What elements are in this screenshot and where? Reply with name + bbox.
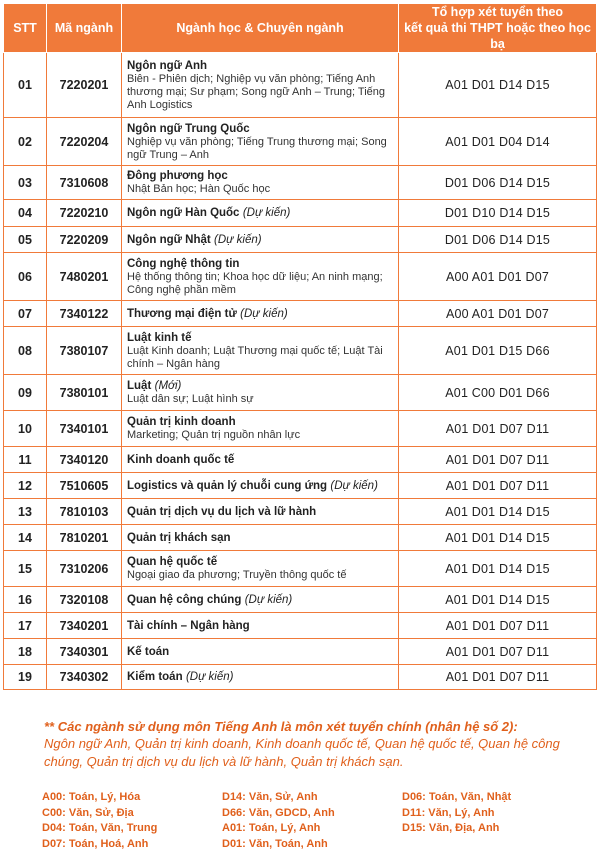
admission-table xyxy=(3,3,597,690)
major-specializations: Nhật Bản học; Hàn Quốc học xyxy=(127,183,271,195)
major-specializations: Hệ thống thông tin; Khoa học dữ liệu; An ninh mạng; Công nghệ phần mềm xyxy=(127,270,383,296)
major-name: Ngôn ngữ Nhật xyxy=(127,233,211,246)
major-name: Ngôn ngữ Anh xyxy=(127,59,208,72)
header-combination-line1: Tổ hợp xét tuyển theo xyxy=(431,5,564,19)
row-code: 7340122 xyxy=(47,301,122,327)
table-row xyxy=(4,301,597,327)
row-combination: A00 A01 D01 D07 xyxy=(399,253,597,301)
major-note: (Dự kiến) xyxy=(242,207,291,219)
row-major xyxy=(122,200,399,227)
row-stt: 08 xyxy=(4,327,47,375)
row-stt: 14 xyxy=(4,525,47,551)
table-row xyxy=(4,166,597,200)
legend-column-2 xyxy=(222,790,335,852)
table-row xyxy=(4,525,597,551)
major-name: Quản trị dịch vụ du lịch và lữ hành xyxy=(127,505,317,518)
major-name: Tài chính – Ngân hàng xyxy=(127,619,250,632)
major-name: Quản trị kinh doanh xyxy=(127,416,236,428)
row-combination: A00 A01 D01 D07 xyxy=(399,301,597,327)
header-name: Ngành học & Chuyên ngành xyxy=(122,4,399,53)
row-code: 7340301 xyxy=(47,639,122,665)
row-major xyxy=(122,587,399,613)
row-major xyxy=(122,118,399,166)
legend-item: A01: Toán, Lý, Anh xyxy=(222,822,321,835)
row-combination: A01 D01 D04 D14 xyxy=(399,118,597,166)
table-row xyxy=(4,499,597,525)
legend-item: D07: Toán, Hoá, Anh xyxy=(42,837,149,850)
row-code: 7220210 xyxy=(47,200,122,227)
table-row xyxy=(4,118,597,166)
table-row xyxy=(4,613,597,639)
major-name: Thương mại điện tử xyxy=(127,307,237,320)
row-stt: 18 xyxy=(4,639,47,665)
row-combination: A01 D01 D07 D11 xyxy=(399,447,597,473)
legend-item: D01: Văn, Toán, Anh xyxy=(222,837,328,850)
row-stt: 13 xyxy=(4,499,47,525)
row-combination: A01 D01 D07 D11 xyxy=(399,473,597,499)
major-name: Kiểm toán xyxy=(127,671,183,683)
major-note: (Dự kiến) xyxy=(240,307,288,320)
table-row xyxy=(4,327,597,375)
admission-table-container xyxy=(3,3,597,690)
row-stt: 01 xyxy=(4,53,47,118)
row-combination: A01 D01 D07 D11 xyxy=(399,665,597,690)
major-specializations: Biên - Phiên dịch; Nghiệp vụ văn phòng; Tiếng Anh thương mại; Sư phạm; Song ngữ Anh – Trung; Tiếng Anh Logistics xyxy=(127,72,386,111)
row-combination: A01 D01 D14 D15 xyxy=(399,525,597,551)
row-stt: 02 xyxy=(4,118,47,166)
major-name: Quan hệ công chúng xyxy=(127,593,242,606)
major-note: (Dự kiến) xyxy=(244,593,293,606)
row-major xyxy=(122,551,399,587)
table-row xyxy=(4,665,597,690)
table-row xyxy=(4,447,597,473)
legend-item: D66: Văn, GDCD, Anh xyxy=(222,806,335,819)
row-major xyxy=(122,639,399,665)
row-combination: A01 D01 D07 D11 xyxy=(399,411,597,447)
table-row xyxy=(4,53,597,118)
row-stt: 04 xyxy=(4,200,47,227)
major-note: (Dự kiến) xyxy=(185,671,234,683)
table-row xyxy=(4,411,597,447)
footnote-title: ** Các ngành sử dụng môn Tiếng Anh là môn xét tuyển chính (nhân hệ số 2): xyxy=(44,719,518,734)
row-major xyxy=(122,375,399,411)
major-specializations: Ngoại giao đa phương; Truyền thông quốc tế xyxy=(127,569,347,581)
row-major xyxy=(122,665,399,690)
major-note: (Mới) xyxy=(154,380,182,392)
row-major xyxy=(122,53,399,118)
table-row xyxy=(4,200,597,227)
row-code: 7340101 xyxy=(47,411,122,447)
header-combination xyxy=(399,4,597,53)
row-code: 7810103 xyxy=(47,499,122,525)
row-combination: A01 D01 D14 D15 xyxy=(399,499,597,525)
major-name: Ngôn ngữ Trung Quốc xyxy=(127,122,250,135)
table-row xyxy=(4,473,597,499)
major-name: Đông phương học xyxy=(127,170,228,182)
legend-item: D14: Văn, Sử, Anh xyxy=(222,791,318,803)
row-stt: 05 xyxy=(4,227,47,253)
row-code: 7220204 xyxy=(47,118,122,166)
table-row xyxy=(4,639,597,665)
major-name: Công nghệ thông tin xyxy=(127,257,240,270)
row-code: 7810201 xyxy=(47,525,122,551)
row-stt: 12 xyxy=(4,473,47,499)
major-specializations: Luật Kinh doanh; Luật Thương mại quốc tế; Luật Tài chính – Ngân hàng xyxy=(127,344,383,370)
row-major xyxy=(122,227,399,253)
legend-item: C00: Văn, Sử, Địa xyxy=(42,806,134,819)
row-major xyxy=(122,253,399,301)
major-specializations: Luật dân sự; Luật hình sự xyxy=(127,393,254,405)
row-stt: 09 xyxy=(4,375,47,411)
row-major xyxy=(122,327,399,375)
row-major xyxy=(122,499,399,525)
legend-column-1 xyxy=(42,790,157,852)
row-combination: A01 D01 D14 D15 xyxy=(399,53,597,118)
row-code: 7510605 xyxy=(47,473,122,499)
table-row xyxy=(4,253,597,301)
major-note: (Dự kiến) xyxy=(330,479,378,492)
major-note: (Dự kiến) xyxy=(214,233,262,246)
row-combination: D01 D10 D14 D15 xyxy=(399,200,597,227)
row-major xyxy=(122,473,399,499)
table-row xyxy=(4,587,597,613)
row-code: 7340120 xyxy=(47,447,122,473)
row-stt: 07 xyxy=(4,301,47,327)
footnote xyxy=(0,718,600,771)
major-name: Kinh doanh quốc tế xyxy=(127,453,235,466)
row-code: 7380107 xyxy=(47,327,122,375)
legend-item: D04: Toán, Văn, Trung xyxy=(42,822,158,835)
legend-item: D11: Văn, Lý, Anh xyxy=(402,806,495,819)
row-code: 7320108 xyxy=(47,587,122,613)
legend-column-3 xyxy=(402,790,511,837)
header-code: Mã ngành xyxy=(47,4,122,53)
row-combination: D01 D06 D14 D15 xyxy=(399,227,597,253)
major-name: Quản trị khách sạn xyxy=(127,531,231,544)
row-code: 7310206 xyxy=(47,551,122,587)
major-name: Luật xyxy=(127,380,152,392)
table-header-row xyxy=(4,4,597,53)
row-combination: D01 D06 D14 D15 xyxy=(399,166,597,200)
row-combination: A01 D01 D14 D15 xyxy=(399,551,597,587)
row-combination: A01 D01 D07 D11 xyxy=(399,613,597,639)
header-stt: STT xyxy=(4,4,47,53)
row-stt: 15 xyxy=(4,551,47,587)
legend-item: D15: Văn, Địa, Anh xyxy=(402,822,500,835)
major-name: Logistics và quản lý chuỗi cung ứng xyxy=(127,479,328,492)
row-code: 7380101 xyxy=(47,375,122,411)
row-major xyxy=(122,613,399,639)
table-body xyxy=(4,53,597,690)
row-major xyxy=(122,447,399,473)
legend-item: D06: Toán, Văn, Nhật xyxy=(402,791,512,803)
row-code: 7220209 xyxy=(47,227,122,253)
major-name: Kế toán xyxy=(127,645,170,658)
row-stt: 16 xyxy=(4,587,47,613)
row-code: 7220201 xyxy=(47,53,122,118)
row-combination: A01 D01 D15 D66 xyxy=(399,327,597,375)
row-major xyxy=(122,166,399,200)
row-combination: A01 C00 D01 D66 xyxy=(399,375,597,411)
footnote-majors: Ngôn ngữ Anh, Quản trị kinh doanh, Kinh doanh quốc tế, Quan hệ quốc tế, Quan hệ công chúng, Quản trị dịch vụ du lịch và lữ hành, Quản trị khách sạn. xyxy=(44,736,560,769)
row-stt: 06 xyxy=(4,253,47,301)
row-code: 7310608 xyxy=(47,166,122,200)
major-specializations: Marketing; Quản trị nguồn nhân lực xyxy=(127,429,301,441)
row-code: 7340302 xyxy=(47,665,122,690)
major-name: Ngôn ngữ Hàn Quốc xyxy=(127,207,240,219)
row-stt: 17 xyxy=(4,613,47,639)
row-stt: 03 xyxy=(4,166,47,200)
header-combination-line2: kết quả thi THPT hoặc theo học bạ xyxy=(404,21,591,51)
legend-item: A00: Toán, Lý, Hóa xyxy=(42,791,141,803)
row-combination: A01 D01 D07 D11 xyxy=(399,639,597,665)
row-combination: A01 D01 D14 D15 xyxy=(399,587,597,613)
row-major xyxy=(122,301,399,327)
major-name: Luật kinh tế xyxy=(127,331,192,344)
major-specializations: Nghiệp vụ văn phòng; Tiếng Trung thương mại; Song ngữ Trung – Anh xyxy=(127,135,387,161)
row-code: 7480201 xyxy=(47,253,122,301)
row-code: 7340201 xyxy=(47,613,122,639)
row-stt: 10 xyxy=(4,411,47,447)
row-stt: 11 xyxy=(4,447,47,473)
table-row xyxy=(4,375,597,411)
row-major xyxy=(122,525,399,551)
major-name: Quan hệ quốc tế xyxy=(127,556,218,568)
row-stt: 19 xyxy=(4,665,47,690)
table-row xyxy=(4,551,597,587)
row-major xyxy=(122,411,399,447)
table-row xyxy=(4,227,597,253)
